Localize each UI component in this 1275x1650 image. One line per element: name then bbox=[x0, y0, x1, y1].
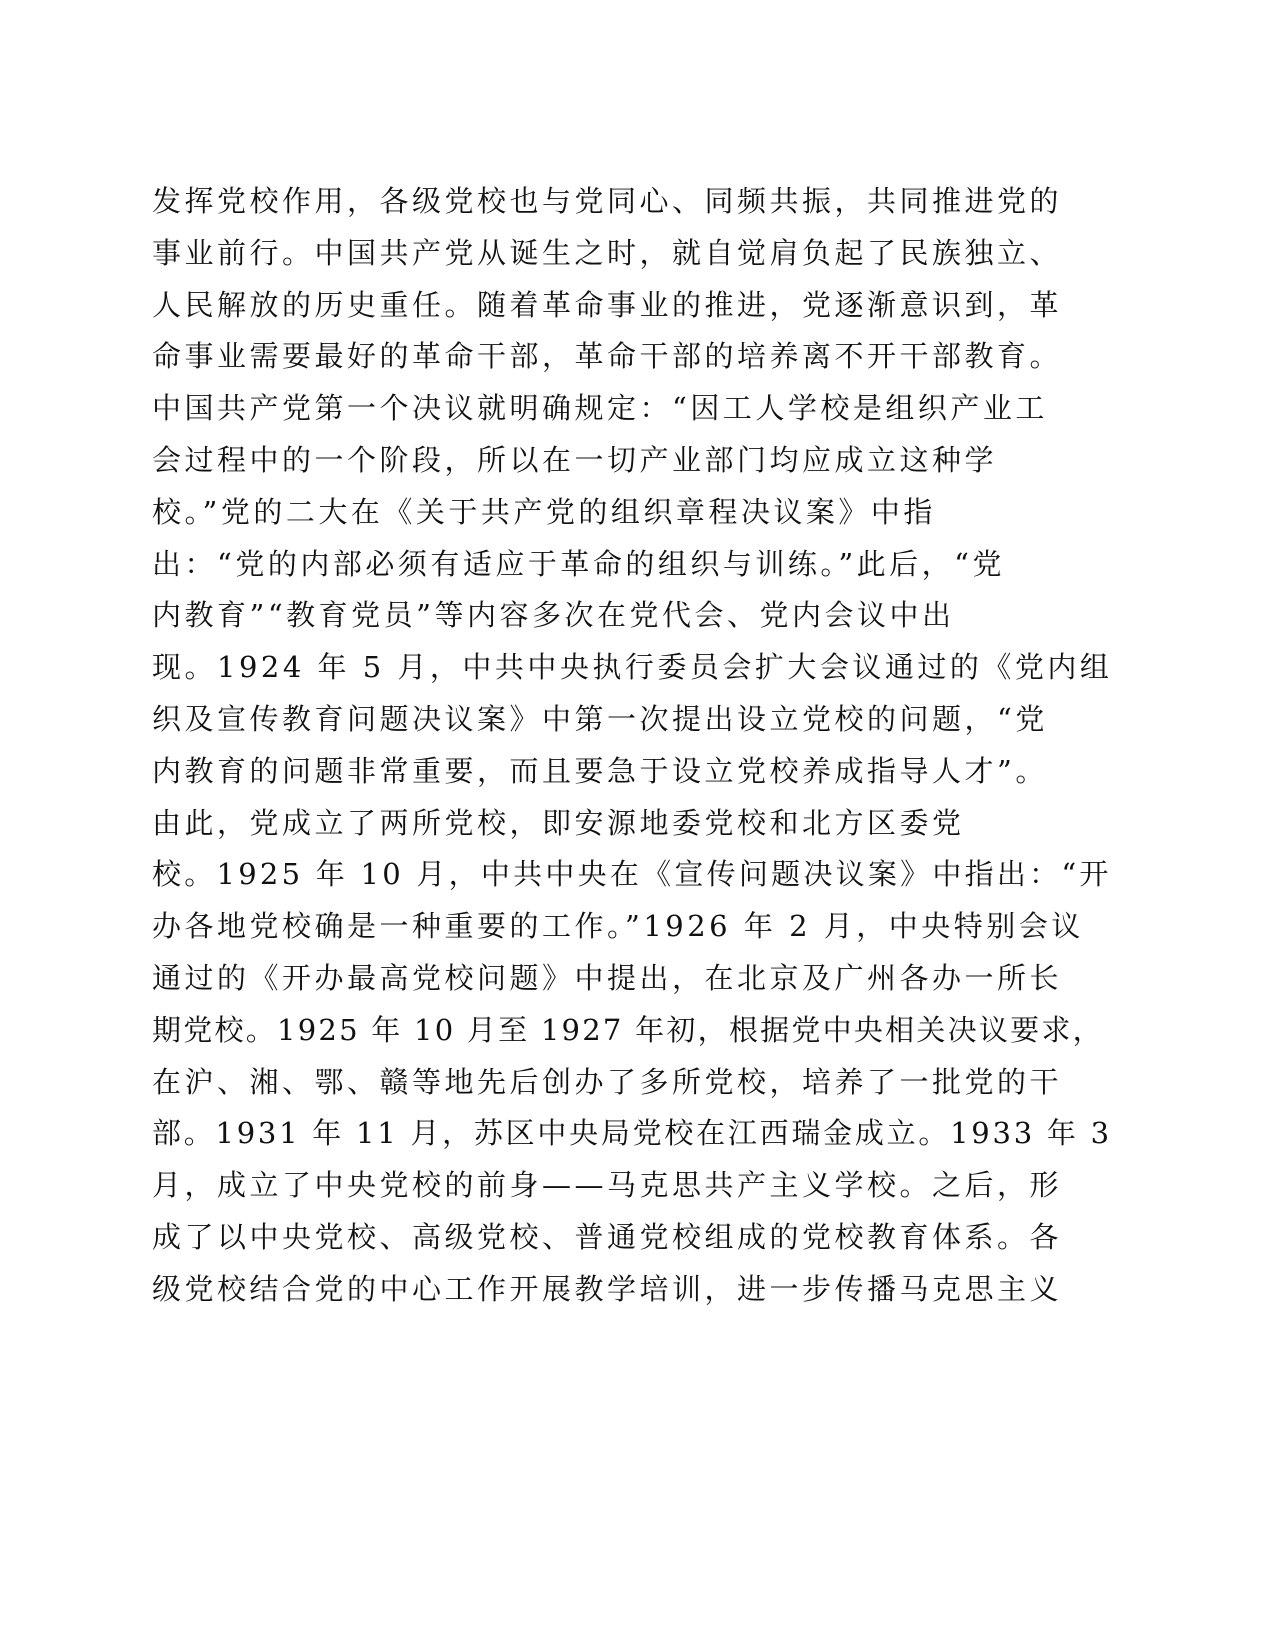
body-text bbox=[152, 176, 1112, 1316]
text-line-16: 通过的《开办最高党校问题》中提出，在北京及广州各办一所长 bbox=[152, 960, 1063, 995]
text-line-21: 成了以中央党校、高级党校、普通党校组成的党校教育体系。各 bbox=[152, 1219, 1063, 1254]
text-line-6: 会过程中的一个阶段，所以在一切产业部门均应成立这种学 bbox=[152, 442, 998, 477]
text-line-22: 级党校结合党的中心工作开展教学培训，进一步传播马克思主义 bbox=[152, 1271, 1063, 1306]
text-line-5: 中国共产党第一个决议就明确规定：“因工人学校是组织产业工 bbox=[152, 391, 1048, 426]
text-line-17: 期党校。1925 年 10 月至 1927 年初，根据党中央相关决议要求， bbox=[152, 1012, 1104, 1047]
text-line-14: 校。1925 年 10 月，中共中央在《宣传问题决议案》中指出：“开 bbox=[152, 857, 1112, 892]
text-line-7: 校。”党的二大在《关于共产党的组织章程决议案》中指 bbox=[152, 494, 936, 529]
text-line-9: 内教育”“教育党员”等内容多次在党代会、党内会议中出 bbox=[152, 598, 955, 633]
text-line-3: 人民解放的历史重任。随着革命事业的推进，党逐渐意识到，革 bbox=[152, 287, 1063, 322]
text-line-4: 命事业需要最好的革命干部，革命干部的培养离不开干部教育。 bbox=[152, 339, 1063, 374]
text-line-15: 办各地党校确是一种重要的工作。”1926 年 2 月，中央特别会议 bbox=[152, 909, 1084, 944]
text-line-18: 在沪、湘、鄂、赣等地先后创办了多所党校，培养了一批党的干 bbox=[152, 1064, 1063, 1099]
text-line-8: 出：“党的内部必须有适应于革命的组织与训练。”此后，“党 bbox=[152, 546, 1005, 581]
text-line-2: 事业前行。中国共产党从诞生之时，就自觉肩负起了民族独立、 bbox=[152, 235, 1063, 270]
text-line-20: 月，成立了中央党校的前身——马克思共产主义学校。之后，形 bbox=[152, 1168, 1063, 1203]
text-line-12: 内教育的问题非常重要，而且要急于设立党校养成指导人才”。 bbox=[152, 753, 1048, 788]
text-line-11: 织及宣传教育问题决议案》中第一次提出设立党校的问题，“党 bbox=[152, 701, 1048, 736]
text-line-10: 现。1924 年 5 月，中共中央执行委员会扩大会议通过的《党内组 bbox=[152, 650, 1113, 685]
text-line-13: 由此，党成立了两所党校，即安源地委党校和北方区委党 bbox=[152, 805, 965, 840]
text-line-19: 部。1931 年 11 月，苏区中央局党校在江西瑞金成立。1933 年 3 bbox=[152, 1116, 1112, 1151]
text-line-1: 发挥党校作用，各级党校也与党同心、同频共振，共同推进党的 bbox=[152, 184, 1063, 218]
